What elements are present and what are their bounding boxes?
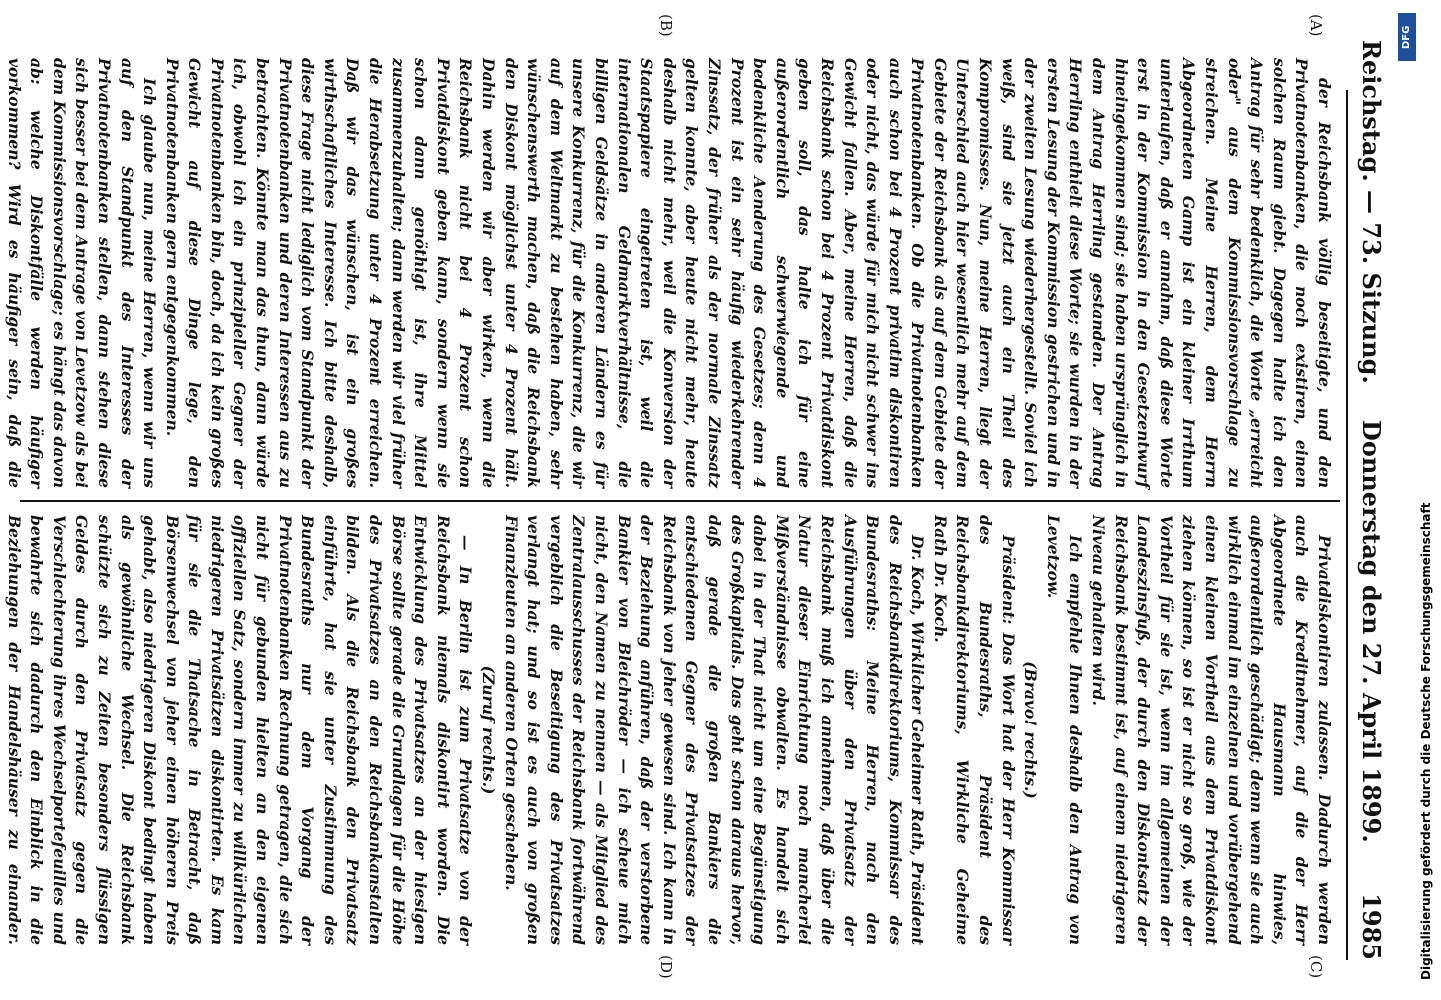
margin-marker-c: (C) — [1307, 955, 1325, 979]
column-divider — [20, 500, 1340, 502]
paragraph: — In Berlin ist zum Privatsatze von der Reichsbank niemals diskontirt worden. Die Entwicklung des Privatsatzes an der hiesigen Börse sollte gerade die Grundlagen für die Höhe des Privatsatzes an den Reichsbankanstalten bilden. Als die Reichsbank den Privatsatz einführte, hat sie unter Zustimmung des Bundesraths nur dem Vorgang der Privatnotenbanken Rechnung getragen, die sich nicht für gebunden hielten an den eigenen offiziellen Satz, sondern immer zu willkürlichen niedrigeren Privatsätzen diskontirten. Es kam für sie die Thatsache in Betracht, daß Börsenwechsel von jeher einen höheren Preis gehabt, also niedrigeren Diskont bedingt haben als gewöhnliche Wechsel. Die Reichsbank schützte sich zu Zeiten besonders flüssigen Geldes durch den Privatsatz gegen die Verschlechterung ihres Wechselportefeuilles und bewahrte sich dadurch den Einblick in die Beziehungen der Handelshäuser zu einander. — [4, 515, 476, 945]
running-header — [1350, 40, 1390, 960]
paragraph: Ich empfehle Ihnen deshalb den Antrag von Levetzow. — [1043, 515, 1086, 945]
paragraph: Privatdiskontiren zulassen. Dadurch werden auch die Kreditnehmer, auf die der Herr Abgeordnete Hausmann hinwies, außerordentlich geschädigt; denn wenn sie auch wirklich einmal im einzelnen und vorübergehend einen kleinen Vortheil aus dem Privatdiskont ziehen können, so ist er nicht so groß, wie der Vortheil für sie ist, wenn im allgemeinen der Landeszinsfuß, der durch den Diskontsatz der Reichsbank bestimmt ist, auf einem niedrigeren Niveau gehalten wird. — [1089, 515, 1334, 945]
margin-marker-d: (D) — [657, 955, 675, 979]
margin-marker-b: (B) — [657, 14, 675, 37]
header-rule — [1346, 90, 1348, 960]
paragraph: Dr. Koch, Wirklicher Geheimer Rath, Präsident des Reichsbankdirektoriums, Kommissar des Bundesraths: Meine Herren, nach den Ausführungen über den Privatsatz der Reichsbank muß ich annehmen, daß über die Natur dieser Einrichtung noch mancherlei Mißverständnisse obwalten. Es handelt sich dabei in der That nicht um eine Begünstigung des Großkapitals. Das geht schon daraus hervor, daß gerade die großen Bankiers die entschiedenen Gegner des Privatsatzes der Reichsbank von jeher gewesen sind. Ich kann in der Beziehung anführen, daß der verstorbene Bankier von Bleichröder — ich scheue mich nicht, den Namen zu nennen — als Mitglied des Zentralausschusses der Reichsbank fortwährend vergeblich die Beseitigung des Privatsatzes verlangt hat; und so ist es auch von großen Finanzleuten an anderen Orten geschehen. — [501, 515, 928, 945]
dfg-logo: DFG — [1398, 13, 1416, 61]
page-number: 1985 — [1357, 893, 1386, 960]
header-date: Donnerstag den 27. April 1899. — [1357, 420, 1386, 843]
digitization-credit — [1395, 5, 1433, 995]
credit-text: Digitalisierung gefördert durch die Deutsche Forschungsgemeinschaft — [1419, 502, 1433, 980]
left-column — [4, 58, 1335, 488]
interjection: (Zuruf rechts.) — [479, 665, 499, 795]
paragraph: der Reichsbank völlig beseitigte, und den Privatnotenbanken, die noch existiren, einen solchen Raum giebt. Dagegen halte ich den Antrag für sehr bedenklich, die Worte „erreicht oder" aus dem Kommissionsvorschlage zu streichen. Meine Herren, dem Herrn Abgeordneten Gamp ist ein kleiner Irrthum unterlaufen, daß er annahm, daß diese Worte erst in der Kommission in den Gesetzentwurf hineingekommen sind; sie haben ursprünglich in dem Antrag Herrling gestanden. Der Antrag Herrling enthielt diese Worte; sie wurden in der ersten Lesung der Kommission gestrichen und in der zweiten Lesung wiederhergestellt. Soviel ich weiß, sind sie jetzt auch ein Theil des Kompromisses. Nun, meine Herren, liegt der Unterschied auch hier wesentlich mehr auf dem Gebiete der Reichsbank als auf dem Gebiete der Privatnotenbanken. Ob die Privatnotenbanken auch schon bei 4 Prozent privatim diskontiren oder nicht, das würde für mich nicht schwer ins Gewicht fallen. Aber, meine Herren, daß die Reichsbank schon bei 4 Prozent Privatdiskont geben soll, das halte ich für eine außerordentlich schwerwiegende und bedenkliche Aenderung des Gesetzes; denn 4 Prozent ist ein sehr häufig wiederkehrender Zinssatz, der früher als der normale Zinssatz gelten konnte, aber heute nicht mehr, heute deshalb nicht mehr, weil die Konversion der Staatspapiere eingetreten ist, weil die internationalen Geldmarktverhältnisse, die billigen Geldsätze in anderen Ländern es für unsere Konkurrenz, für die Konkurrenz, die wir auf dem Weltmarkt zu bestehen haben, sehr wünschenswerth machen, daß die Reichsbank den Diskont möglichst unter 4 Prozent hält. Dahin werden wir aber wirken, wenn die Reichsbank nicht bei 4 Prozent schon Privatdiskont geben kann, sondern wenn sie schon dann genöthigt ist, ihre Mittel zusammenzuhalten; dann werden wir viel früher die Herabsetzung unter 4 Prozent erreichen. Daß wir das wünschen, ist ein großes wirthschaftliches Interesse. Ich bitte deshalb, diese Frage nicht lediglich vom Standpunkt der Privatnotenbanken und deren Interessen aus zu betrachten. Könnte man das thun, dann würde ich, obwohl ich ein prinzipieller Gegner der Privatnotenbanken bin, doch, da ich kein großes Gewicht auf diese Dinge lege, den Privatnotenbanken gern entgegenkommen. — [162, 58, 1334, 488]
paragraph: Präsident: Das Wort hat der Herr Kommissar des Bundesraths, Präsident des Reichsbankdirektoriums, Wirkliche Geheime Rath Dr. Koch. — [930, 515, 1018, 945]
right-column — [4, 515, 1335, 945]
interjection: (Bravo! rechts.) — [1021, 661, 1041, 799]
header-left: Reichstag. — 73. Sitzung. — [1357, 40, 1386, 384]
paragraph: Ich glaube nun, meine Herren, wenn wir uns auf den Standpunkt des Interesses der Privatnotenbanken stellen, dann stehen diese sich besser bei dem Antrage von Levetzow als bei dem Kommissionsvorschlage; es hängt das davon ab: welche Diskontfälle werden häufiger vorkommen? Wird es häufiger sein, daß die — [4, 58, 160, 488]
margin-marker-a: (A) — [1307, 14, 1325, 37]
